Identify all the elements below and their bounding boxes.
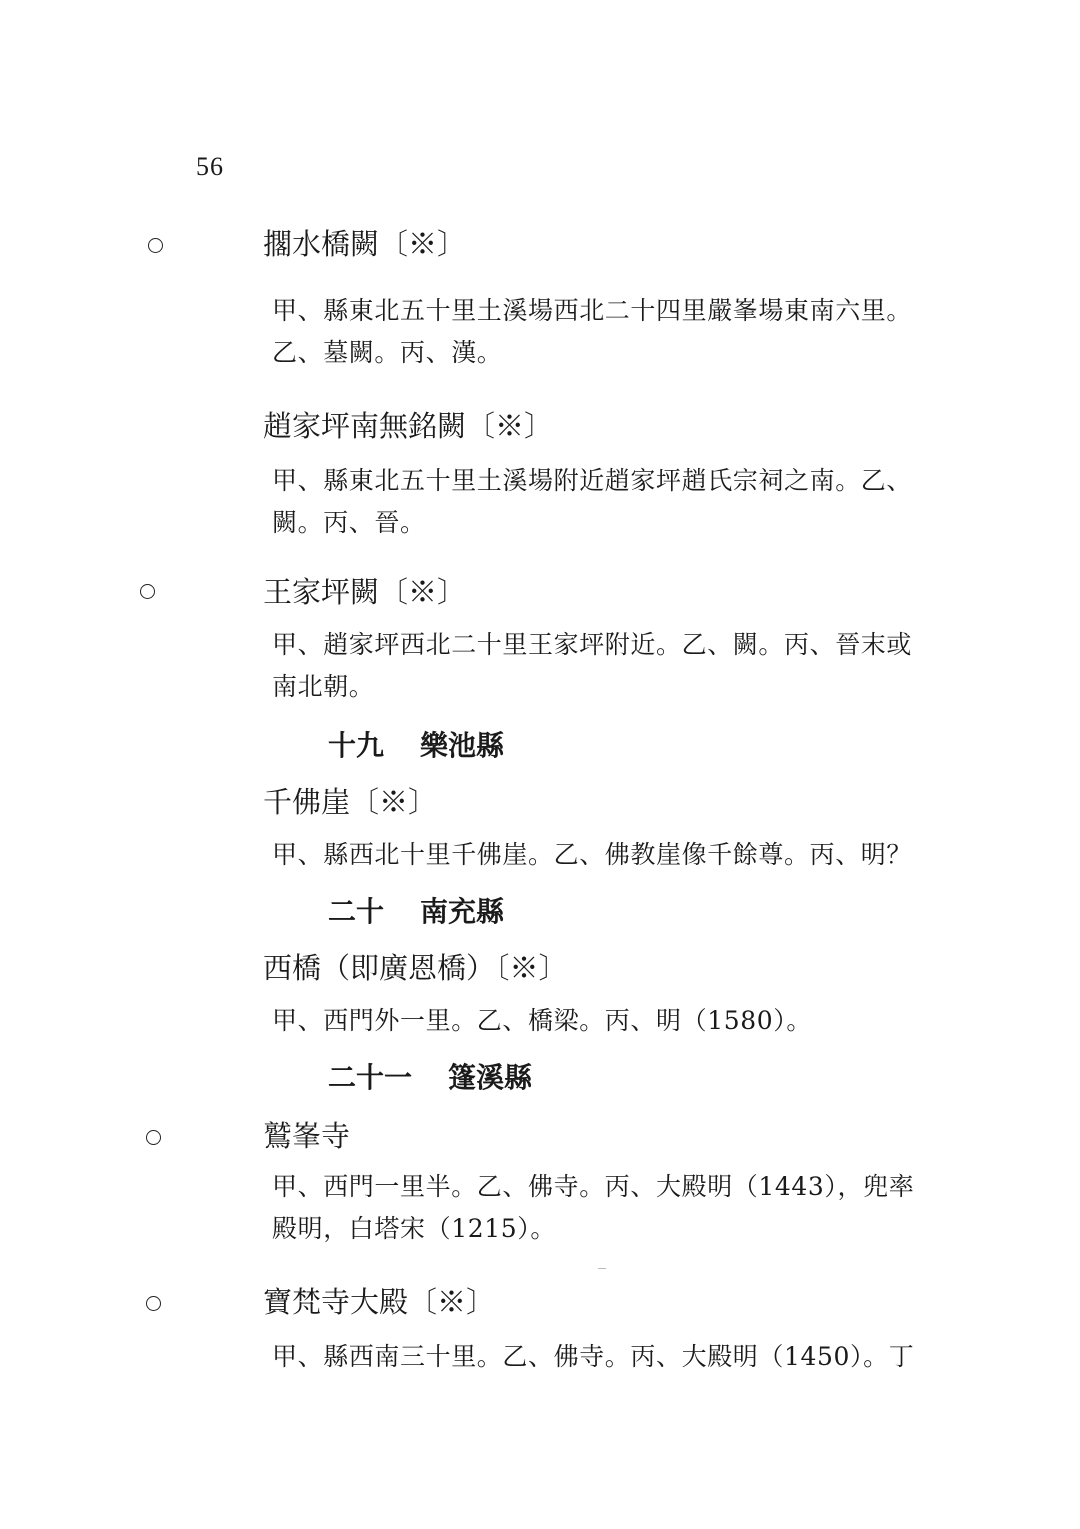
entry-title: 趙家坪南無銘闕〔※〕 xyxy=(263,409,554,443)
entry-line: 甲、西門外一里。乙、橋梁。丙、明（1580）。 xyxy=(272,1006,812,1035)
entry-line: 乙、墓闕。丙、漢。 xyxy=(272,338,503,367)
section-name: 南充縣 xyxy=(420,895,505,928)
section-number: 二十 xyxy=(328,895,385,928)
section-heading xyxy=(328,894,504,930)
entry-description xyxy=(272,460,952,544)
entry-description xyxy=(272,290,952,374)
entry-line: 甲、縣西南三十里。乙、佛寺。丙、大殿明（1450）。丁 xyxy=(272,1342,915,1371)
paper-speck xyxy=(598,1268,606,1269)
entry-line: 南北朝。 xyxy=(272,672,375,701)
entry-description xyxy=(272,1166,952,1250)
entry-line: 甲、縣東北五十里土溪場附近趙家坪趙氏宗祠之南。乙、 xyxy=(272,466,913,495)
entry-title: 千佛崖〔※〕 xyxy=(263,785,438,819)
section-name: 篷溪縣 xyxy=(448,1061,533,1094)
entry-title: 擱水橋闕〔※〕 xyxy=(263,227,467,261)
entry-line: 甲、西門一里半。乙、佛寺。丙、大殿明（1443），兜率 xyxy=(272,1172,915,1201)
circle-marker-icon xyxy=(148,238,163,253)
section-number: 十九 xyxy=(328,729,385,762)
entry-description xyxy=(272,1000,952,1042)
entry-title: 鷲峯寺 xyxy=(263,1119,351,1153)
circle-marker-icon xyxy=(146,1130,161,1145)
section-heading xyxy=(328,728,504,764)
entry-line: 闕。丙、晉。 xyxy=(272,508,426,537)
entry-description xyxy=(272,624,952,708)
entry-line: 殿明，白塔宋（1215）。 xyxy=(272,1214,556,1243)
circle-marker-icon xyxy=(140,584,155,599)
entry-description xyxy=(272,1336,952,1378)
section-name: 樂池縣 xyxy=(420,729,505,762)
entry-title: 西橋（即廣恩橋）〔※〕 xyxy=(263,951,568,985)
entry-line: 甲、縣西北十里千佛崖。乙、佛教崖像千餘尊。丙、明？ xyxy=(272,840,913,869)
circle-marker-icon xyxy=(146,1296,161,1311)
entry-title: 王家坪闕〔※〕 xyxy=(263,575,467,609)
section-number: 二十一 xyxy=(328,1061,413,1094)
entry-description xyxy=(272,834,952,876)
page-number: 56 xyxy=(196,152,224,181)
entry-line: 甲、縣東北五十里土溪場西北二十四里嚴峯場東南六里。 xyxy=(272,296,913,325)
entry-title: 寶梵寺大殿〔※〕 xyxy=(263,1285,496,1319)
entry-line: 甲、趙家坪西北二十里王家坪附近。乙、闕。丙、晉末或 xyxy=(272,630,913,659)
section-heading xyxy=(328,1060,532,1096)
